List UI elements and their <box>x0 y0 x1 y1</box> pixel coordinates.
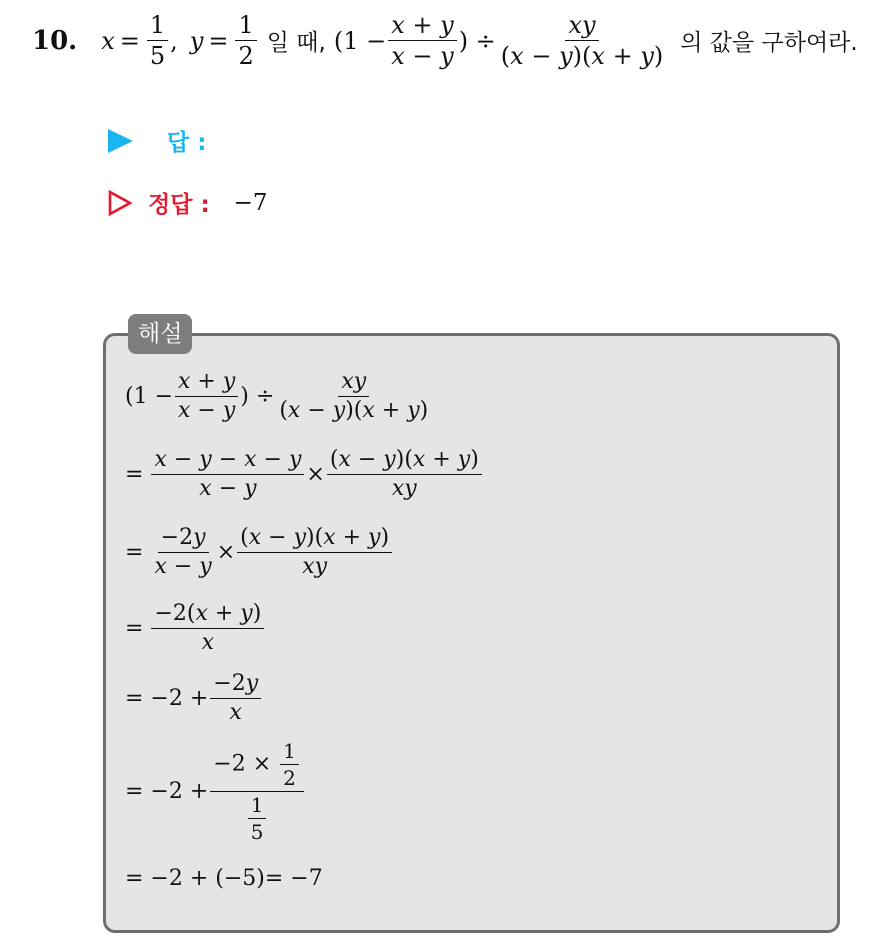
correct-answer-label: 정답 : <box>148 192 210 218</box>
solution-step-4: = $\frac{-2(x + y)}{x}$ <box>125 602 266 655</box>
problem-expression: (1 − $\frac{x + y}{x - y}$ ) ÷ $\frac{xy}{(x - y)(x + y)}$ <box>333 11 664 71</box>
answer-row <box>108 124 206 157</box>
comma: , <box>170 26 178 55</box>
fraction-one-fifth: $\frac{1}{5}$ <box>147 12 168 70</box>
solution-step-1: (1 − $\frac{x + y}{x - y}$ ) ÷ $\frac{xy}{(x - y)(x + y)}$ <box>125 369 429 424</box>
solution-step-2: = $\frac{x - y - x - y}{x - y}$ × $\frac{(x - y)(x + y)}{xy}$ <box>125 448 484 501</box>
question-prompt: 의 값을 구하여라. <box>680 30 858 57</box>
outline-triangle-icon <box>108 190 132 216</box>
play-triangle-icon <box>108 129 133 153</box>
solution-result: = −2 + (−5)= −7 <box>125 866 323 891</box>
equals-sign: = <box>208 26 229 55</box>
correct-answer-row <box>108 186 268 219</box>
var-y: y <box>189 26 204 55</box>
solution-step-5: = −2 + $\frac{-2y}{x}$ <box>125 672 263 725</box>
solution-step-3: = $\frac{-2y}{x - y}$ × $\frac{(x - y)(x + y)}{xy}$ <box>125 526 394 579</box>
problem-statement <box>32 12 872 70</box>
answer-label: 답 : <box>167 130 207 156</box>
var-x: x <box>101 26 115 55</box>
solution-step-6: = −2 + −2 × $\frac{1}{2}$ $\frac{1}{5}$ <box>125 740 306 843</box>
solution-tag: 해설 <box>128 314 192 354</box>
fraction-one-half: $\frac{1}{2}$ <box>235 12 256 70</box>
equals-sign: = <box>119 26 140 55</box>
correct-answer-value: −7 <box>233 189 268 216</box>
question-number: 10. <box>32 25 78 56</box>
condition-text: 일 때, <box>266 30 326 57</box>
